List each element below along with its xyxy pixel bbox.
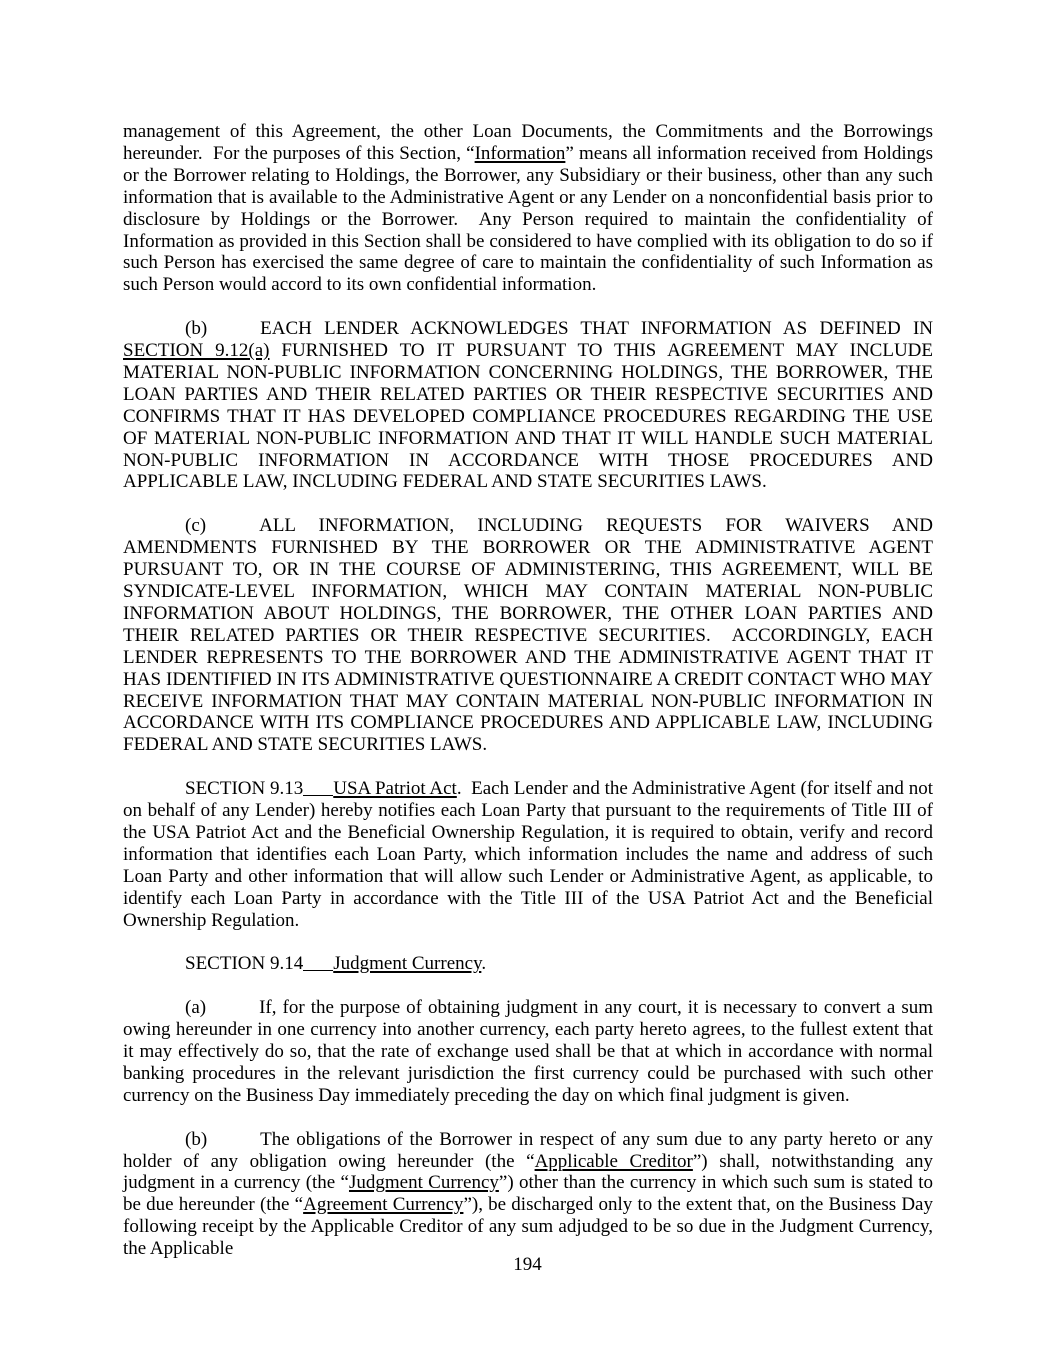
paragraph-9-12-b-lender-acknowledgment — [123, 318, 933, 493]
document-body — [123, 121, 933, 1282]
paragraph-9-14-a-currency-conversion — [123, 997, 933, 1107]
tab-space — [303, 794, 333, 796]
paragraph-confidentiality-continuation — [123, 121, 933, 296]
text-run: SECTION 9.13 — [185, 778, 304, 800]
text-run: (a) — [185, 997, 207, 1019]
underlined-term: SECTION 9.12(a) — [123, 340, 270, 362]
text-run: . — [481, 953, 487, 975]
text-run: (b) — [185, 1128, 208, 1150]
text-run: (c) — [185, 515, 207, 537]
text-run: ”) other than the currency in which such sum is stated to be due hereunder (the “ — [123, 1172, 933, 1216]
text-run: ”) shall, notwithstanding any judgment in a currency (the “ — [123, 1150, 933, 1194]
underlined-term: Judgment Currency — [348, 1172, 499, 1194]
text-run: . Each Lender and the Administrative Agent (for itself and not on behalf of any Lender) hereby notifies each Loan Party that pursuant to the requirements of Title III of the USA Patriot Act and the Beneficial Ownership Regulation, it is required to obtain, verify and record information that identifies each Loan Party, which information includes the name and address of such Loan Party and other information that will allow such Lender or Administrative Agent, as applicable, to identify each Loan Party in accordance with the Title III of the USA Patriot Act and the Beneficial Ownership Regulation. — [123, 778, 933, 931]
text-run: ” means all information received from Holdings or the Borrower relating to Holdings, the Borrower, any Subsidiary or their business, other than any such information that is available to the Administrative Agent or any Lender on a nonconfidential basis prior to disclosure by Holdings or the Borrower. Any Person required to maintain the confidentiality of Information as provided in this Section shall be considered to have complied with its obligation to do so if such Person has exercised the same degree of care to maintain the confidentiality of such Information as such Person would accord to its own confidential information. — [123, 142, 933, 296]
heading-section-9-14-judgment-currency — [123, 953, 933, 975]
underlined-term: Information — [474, 142, 566, 164]
underlined-term: Agreement Currency — [303, 1194, 464, 1216]
text-run: FURNISHED TO IT PURSUANT TO THIS AGREEMENT MAY INCLUDE MATERIAL NON-PUBLIC INFORMATION CONCERNING HOLDINGS, THE BORROWER, THE LOAN PARTIES AND THEIR RELATED PARTIES OR THEIR RESPECTIVE SECURITIES AND CONFIRMS THAT IT HAS DEVELOPED COMPLIANCE PROCEDURES REGARDING THE USE OF MATERIAL NON-PUBLIC INFORMATION AND THAT IT WILL HANDLE SUCH MATERIAL NON-PUBLIC INFORMATION IN ACCORDANCE WITH THOSE PROCEDURES AND APPLICABLE LAW, INCLUDING FEDERAL AND STATE SECURITIES LAWS. — [123, 340, 933, 493]
text-run: ”), be discharged only to the extent that, on the Business Day following receipt by the Applicable Creditor of any sum adjudged to be so due in the Judgment Currency, the Applicable — [123, 1194, 933, 1260]
page-number: 194 — [513, 1254, 542, 1275]
text-run: management of this Agreement, the other Loan Documents, the Commitments and the Borrowings hereunder. For the purposes of this Section, “ — [123, 121, 933, 164]
text-run: ALL INFORMATION, INCLUDING REQUESTS FOR WAIVERS AND AMENDMENTS FURNISHED BY THE BORROWER OR THE ADMINISTRATIVE AGENT PURSUANT TO, OR IN THE COURSE OF ADMINISTERING, THIS AGREEMENT, WILL BE SYNDICATE-LEVEL INFORMATION, WHICH MAY CONTAIN MATERIAL NON-PUBLIC INFORMATION ABOUT HOLDINGS, THE BORROWER, THE OTHER LOAN PARTIES AND THEIR RELATED PARTIES OR THEIR RESPECTIVE SECURITIES. ACCORDINGLY, EACH LENDER REPRESENTS TO THE BORROWER AND THE ADMINISTRATIVE AGENT THAT IT HAS IDENTIFIED IN ITS ADMINISTRATIVE QUESTIONNAIRE A CREDIT CONTACT WHO MAY RECEIVE INFORMATION THAT MAY CONTAIN MATERIAL NON-PUBLIC INFORMATION IN ACCORDANCE WITH ITS COMPLIANCE PROCEDURES AND APPLICABLE LAW, INCLUDING FEDERAL AND STATE SECURITIES LAWS. — [123, 515, 933, 756]
underlined-term: Judgment Currency — [333, 953, 482, 975]
text-run: The obligations of the Borrower in respect of any sum due to any party hereto or any holder of any obligation owing hereunder (the “ — [123, 1128, 933, 1172]
underlined-term: USA Patriot Act — [333, 778, 457, 800]
paragraph-section-9-13-usa-patriot-act — [123, 778, 933, 931]
text-run: SECTION 9.14 — [185, 953, 304, 975]
text-run: If, for the purpose of obtaining judgment in any court, it is necessary to convert a sum owing hereunder in one currency into another currency, each party hereto agrees, to the fullest extent that it may effectively do so, that the rate of exchange used shall be that at which in accordance with normal banking procedures in the relevant jurisdiction the first currency could be purchased with such other currency on the Business Day immediately preceding the day on which final judgment is given. — [123, 997, 933, 1106]
text-run: (b) — [185, 318, 208, 340]
tab-space — [303, 969, 333, 971]
paragraph-9-14-b-borrower-obligations — [123, 1129, 933, 1260]
underlined-term: Applicable Creditor — [534, 1150, 693, 1172]
text-run: EACH LENDER ACKNOWLEDGES THAT INFORMATION AS DEFINED IN — [260, 318, 933, 340]
paragraph-9-12-c-syndicate-information — [123, 515, 933, 756]
